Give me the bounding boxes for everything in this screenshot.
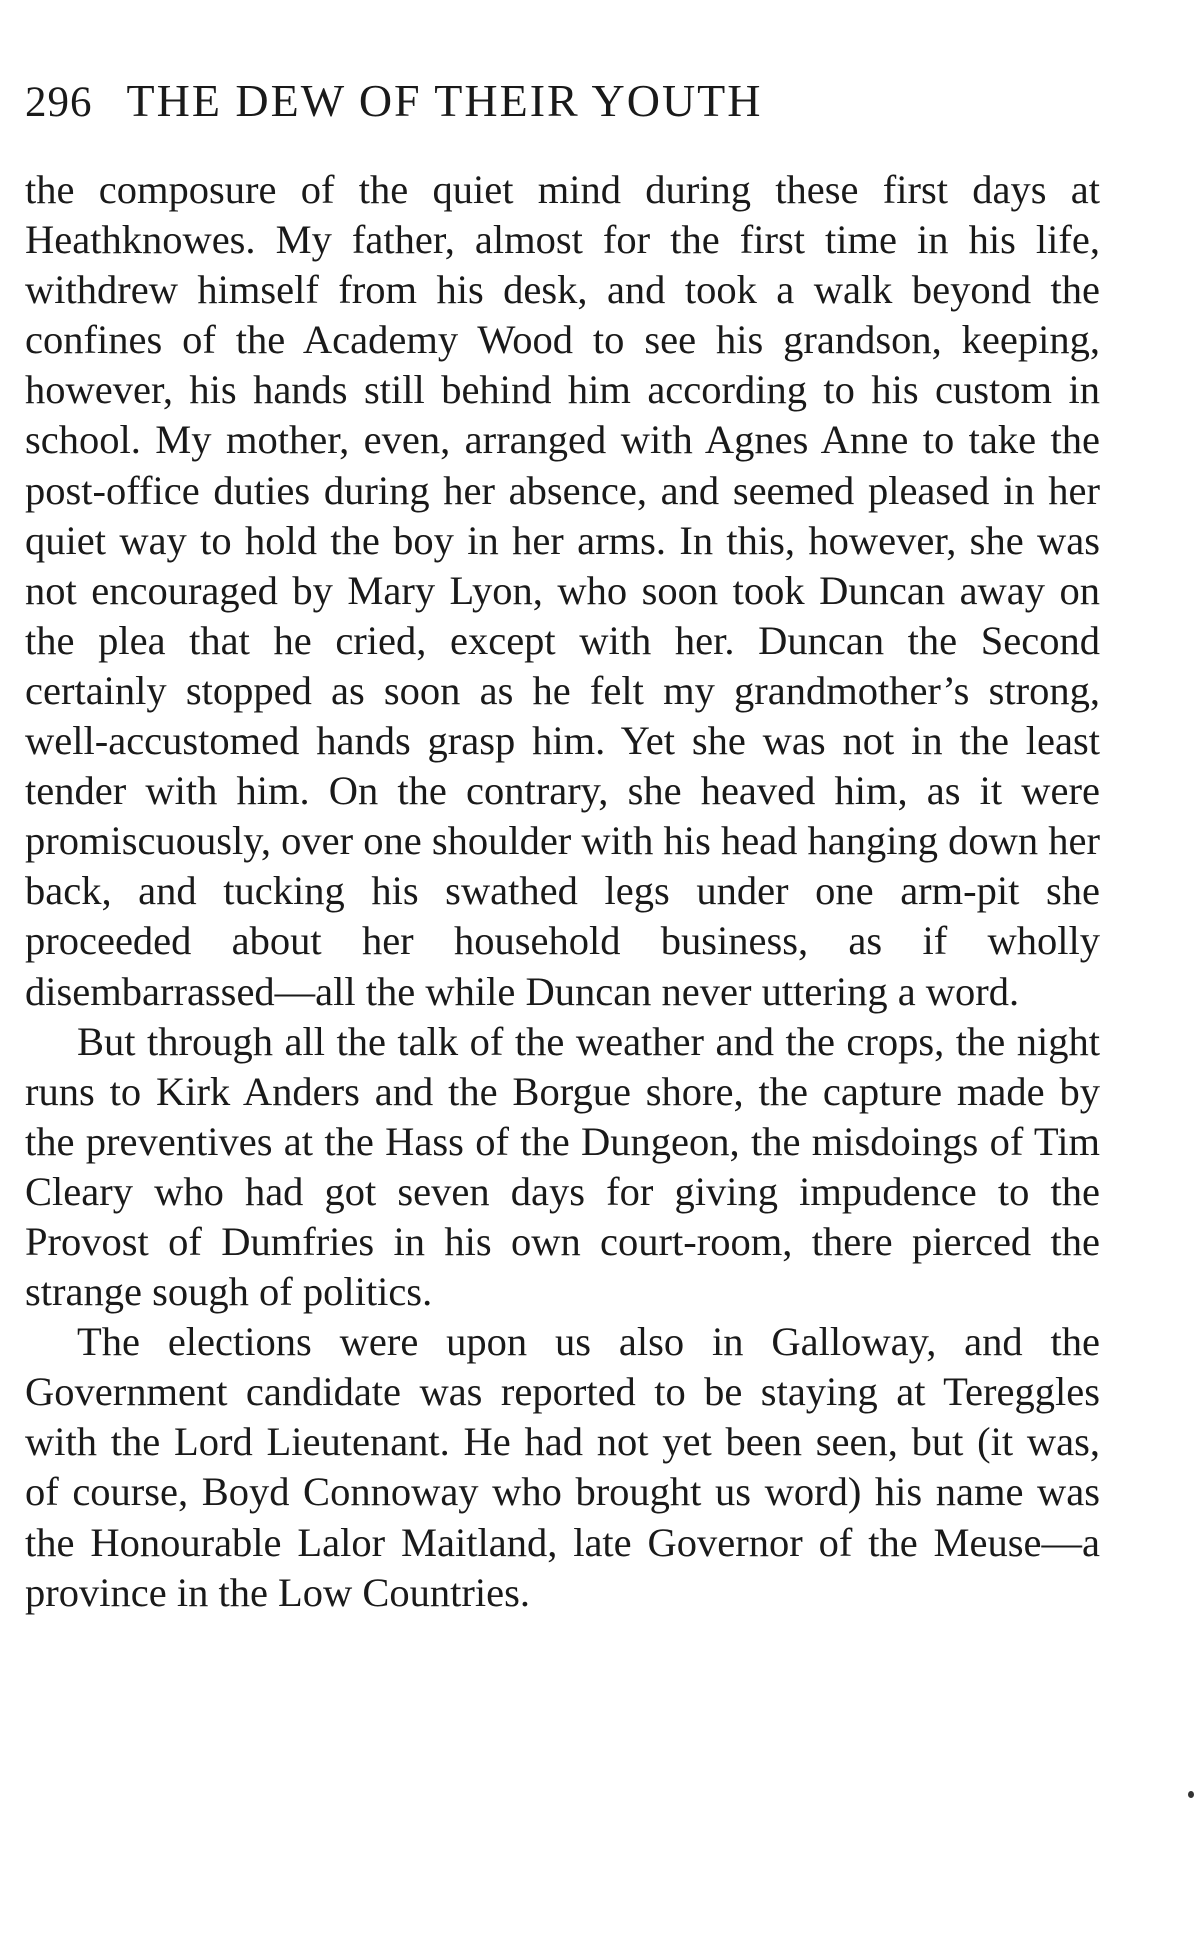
body-text xyxy=(25,165,1100,1618)
book-title: THE DEW OF THEIR YOUTH xyxy=(126,75,763,126)
paragraph-1: the composure of the quiet mind during these first days at Heathknowes. My father, almost for the first time in his life, withdrew himself from his desk, and took a walk beyond the confines of the Academy Wood to see his grandson, keeping, however, his hands still behind him according to his custom in school. My mother, even, arranged with Agnes Anne to take the post-office duties during her absence, and seemed pleased in her quiet way to hold the boy in her arms. In this, however, she was not encouraged by Mary Lyon, who soon took Duncan away on the plea that he cried, except with her. Duncan the Second certainly stopped as soon as he felt my grandmother’s strong, well-accustomed hands grasp him. Yet she was not in the least tender with him. On the contrary, she heaved him, as it were promiscuously, over one shoulder with his head hanging down her back, and tucking his swathed legs under one arm-pit she proceeded about her household business, as if wholly disembarrassed—all the while Duncan never uttering a word. xyxy=(25,167,1100,1014)
running-head xyxy=(25,74,762,130)
paragraph-3: The elections were upon us also in Galloway, and the Government candidate was reported to be staying at Tereggles with the Lord Lieutenant. He had not yet been seen, but (it was, of course, Boyd Connoway who brought us word) his name was the Honourable Lalor Maitland, late Governor of the Meuse—a province in the Low Countries. xyxy=(25,1319,1100,1615)
page-number: 296 xyxy=(25,79,93,126)
margin-speck xyxy=(1188,1791,1194,1798)
paragraph-2: But through all the talk of the weather and the crops, the night runs to Kirk Anders and the Borgue shore, the capture made by the preventives at the Hass of the Dungeon, the misdoings of Tim Cleary who had got seven days for giving impudence to the Provost of Dumfries in his own court-room, there pierced the strange sough of politics. xyxy=(25,1018,1100,1315)
